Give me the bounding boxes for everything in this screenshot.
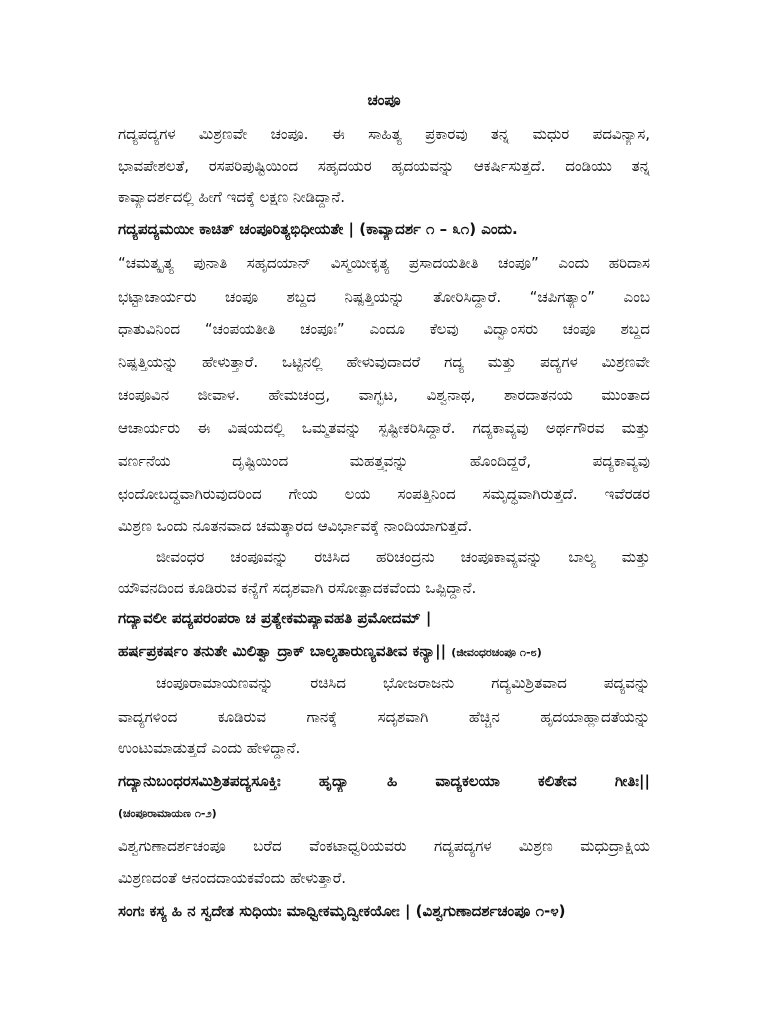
paragraph-line: ವರ್ಣನೆಯ ದೃಷ್ಟಿಯಿಂದ ಮಹತ್ತ್ವವನ್ನು ಹೊಂದಿದ್ದರೆ, ಪದ್ಯಕಾವ್ಯವು [118,452,650,470]
paragraph-line: ಆಚಾರ್ಯರು ಈ ವಿಷಯದಲ್ಲಿ ಒಮ್ಮತವನ್ನು ಸ್ಪಷ್ಟೀಕರಿಸಿದ್ದಾರೆ. ಗದ್ಯಕಾವ್ಯವು ಅರ್ಥಗೌರವ ಮತ್ತು [118,419,650,437]
verse-text: ಹರ್ಷಪ್ರಕರ್ಷಂ ತನುತೇ ಮಿಲಿತ್ವಾ ದ್ರಾಕ್ ಬಾಲ್ಯತಾರುಣ್ಯವತೀವ ಕನ್ಯಾ|| [118,642,447,660]
paragraph-line: ಉಂಟುಮಾಡುತ್ತದೆ ಎಂದು ಹೇಳಿದ್ದಾನೆ. [118,739,301,757]
paragraph-line: ಯೌವನದಿಂದ ಕೂಡಿರುವ ಕನ್ಯೆಗೆ ಸದೃಶವಾಗಿ ರಸೋತ್ಪಾದಕವೆಂದು ಒಪ್ಪಿದ್ದಾನೆ. [118,579,477,597]
paragraph-line: ಭಟ್ಟಾಚಾರ್ಯರು ಚಂಪೂ ಶಬ್ದದ ನಿಷ್ಪತ್ತಿಯನ್ನು ತೋರಿಸಿದ್ದಾರೆ. “ಚಪಿಗತ್ಯಾಂ” ಎಂಬ [118,288,650,306]
paragraph-line: ಮಿಶ್ರಣ ಒಂದು ನೂತನವಾದ ಚಮತ್ಕಾರದ ಆವಿರ್ಭಾವಕ್ಕೆ ನಾಂದಿಯಾಗುತ್ತದೆ. [118,517,473,535]
verse-line [118,640,650,664]
paragraph-line: ಚಂಪೂರಾಮಾಯಣವನ್ನು ರಚಿಸಿದ ಭೋಜರಾಜನು ಗದ್ಯಮಿಶ್ರಿತವಾದ ಪದ್ಯವನ್ನು [156,674,650,692]
paragraph-line: ಕಾವ್ಯಾದರ್ಶದಲ್ಲಿ ಹೀಗೆ ಇದಕ್ಕೆ ಲಕ್ಷಣ ನೀಡಿದ್ದಾನೆ. [118,188,346,206]
verse-line: ಗದ್ಯಾವಲೀ ಪದ್ಯಪರಂಪರಾ ಚ ಪ್ರತ್ಯೇಕಮಪ್ಯಾವಹತಿ ಪ್ರಮೋದಮ್ | [118,609,432,627]
paragraph-line: ಗದ್ಯಪದ್ಯಗಳ ಮಿಶ್ರಣವೇ ಚಂಪೂ. ಈ ಸಾಹಿತ್ಯ ಪ್ರಕಾರವು ತನ್ನ ಮಧುರ ಪದವಿನ್ಯಾಸ, [118,125,650,143]
paragraph-line: ವಿಶ್ವಗುಣಾದರ್ಶಚಂಪೂ ಬರೆದ ವೆಂಕಟಾಧ್ವರಿಯವರು ಗದ್ಯಪದ್ಯಗಳ ಮಿಶ್ರಣ ಮಧುದ್ರಾಕ್ಷಿಯ [118,837,650,855]
paragraph-line: ಛಂದೋಬದ್ಧವಾಗಿರುವುದರಿಂದ ಗೇಯ ಲಯ ಸಂಪತ್ತಿನಿಂದ ಸಮೃದ್ಧವಾಗಿರುತ್ತದೆ. ಇವೆರಡರ [118,485,650,503]
paragraph-line: “ಚಮತ್ಕೃತ್ಯ ಪುನಾತಿ ಸಹೃದಯಾನ್ ವಿಸ್ಮಯೀಕೃತ್ಯ ಪ್ರಸಾದಯತೀತಿ ಚಂಪೂ” ಎಂದು ಹರಿದಾಸ [118,254,650,272]
verse-citation: (ಚಂಪೂರಾಮಾಯಣ ೧-೨) [118,807,217,820]
paragraph-line: ವಾದ್ಯಗಳಿಂದ ಕೂಡಿರುವ ಗಾನಕ್ಕೆ ಸದೃಶವಾಗಿ ಹೆಚ್ಚಿನ ಹೃದಯಾಹ್ಲಾದತೆಯನ್ನು [118,708,650,726]
verse-line: ಗದ್ಯಪದ್ಯಮಯೀ ಕಾಚಿತ್ ಚಂಪೂರಿತ್ಯಭಿಧೀಯತೇ | (ಕಾವ್ಯಾದರ್ಶ ೧ – ೩೧) ಎಂದು. [118,220,518,238]
verse-line: ಗದ್ಯಾನುಬಂಧರಸಮಿಶ್ರಿತಪದ್ಯಸೂಕ್ತಿಃ ಹೃದ್ಯಾ ಹಿ ವಾದ್ಯಕಲಯಾ ಕಲಿತೇವ ಗೀತಿಃ|| [118,772,650,790]
paragraph-line: ನಿಷ್ಪತ್ತಿಯನ್ನು ಹೇಳುತ್ತಾರೆ. ಒಟ್ಟಿನಲ್ಲಿ ಹೇಳುವುದಾದರೆ ಗದ್ಯ ಮತ್ತು ಪದ್ಯಗಳ ಮಿಶ್ರಣವೇ [118,353,650,371]
paragraph-line: ಭಾವಪೇಶಲತೆ, ರಸಪರಿಪುಷ್ಟಿಯಿಂದ ಸಹೃದಯರ ಹೃದಯವನ್ನು ಆಕರ್ಷಿಸುತ್ತದೆ. ದಂಡಿಯು ತನ್ನ [118,157,650,175]
paragraph-line: ಧಾತುವಿನಿಂದ “ಚಂಪಯತೀತಿ ಚಂಪೂಃ” ಎಂದೂ ಕೆಲವು ವಿದ್ವಾಂಸರು ಚಂಪೂ ಶಬ್ದದ [118,320,650,338]
verse-citation: (ಜೀವಂಧರಚಂಪೂ ೧-೮) [451,646,542,659]
page-title: ಚಂಪೂ [367,91,401,109]
paragraph-line: ಮಿಶ್ರಣದಂತೆ ಆನಂದದಾಯಕವೆಂದು ಹೇಳುತ್ತಾರೆ. [118,869,347,887]
verse-line: ಸಂಗಃ ಕಸ್ಯ ಹಿ ನ ಸ್ವದೇತ ಸುಧಿಯಃ ಮಾಧ್ವೀಕಮೃದ್ವೀಕಯೋಃ | (ವಿಶ್ವಗುಣಾದರ್ಶಚಂಪೂ ೧-೪) [118,902,566,920]
paragraph-line: ಚಂಪೂವಿನ ಜೀವಾಳ. ಹೇಮಚಂದ್ರ, ವಾಗ್ಭಟ, ವಿಶ್ವನಾಥ, ಶಾರದಾತನಯ ಮುಂತಾದ [118,386,650,404]
paragraph-line: ಜೀವಂಧರ ಚಂಪೂವನ್ನು ರಚಿಸಿದ ಹರಿಚಂದ್ರನು ಚಂಪೂಕಾವ್ಯವನ್ನು ಬಾಲ್ಯ ಮತ್ತು [156,548,650,566]
